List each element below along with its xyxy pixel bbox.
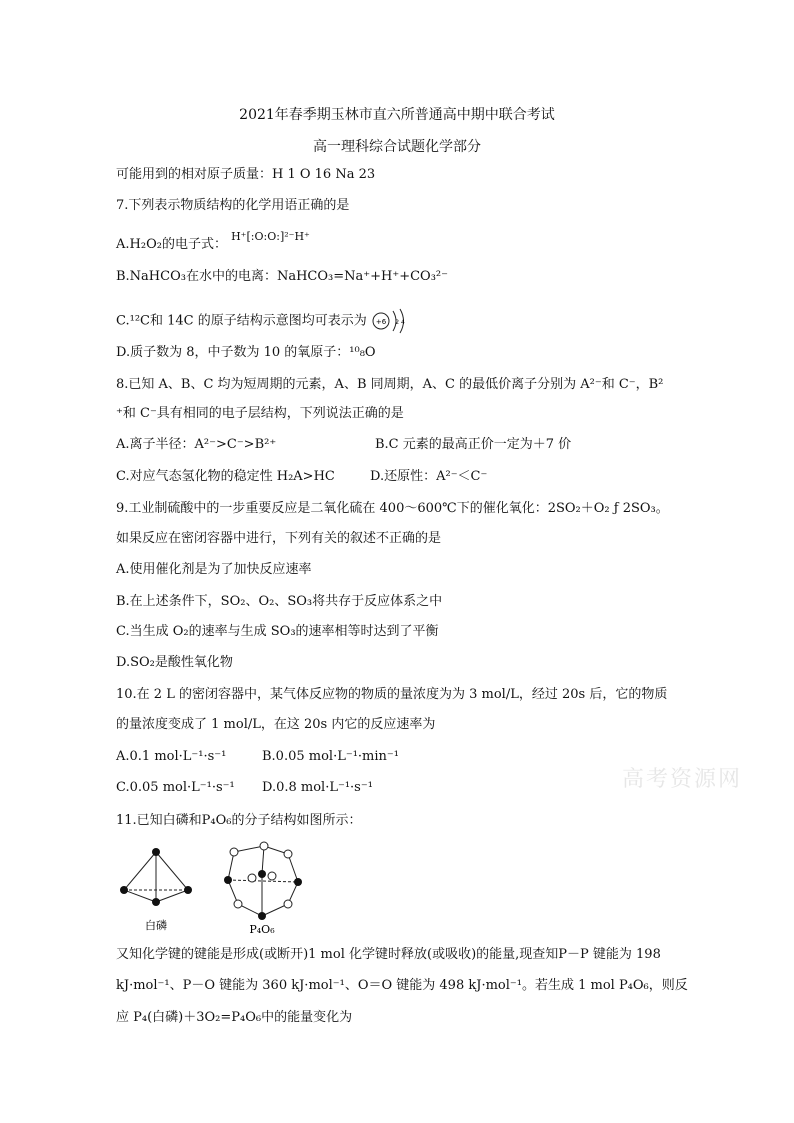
watermark: 高考资源网: [622, 767, 743, 792]
q8-option-c: C.对应气态氢化物的稳定性 H₂A>HC: [116, 469, 335, 484]
molecule-figure: [112, 836, 322, 936]
q8-stem-line2: ⁺和 C⁻具有相同的电子层结构，下列说法正确的是: [116, 406, 404, 421]
exam-subtitle: 高一理科综合试题化学部分: [313, 139, 481, 155]
q11-para-line1: 又知化学键的键能是形成(或断开)1 mol 化学键时释放(或吸收)的能量,现查知P－P 键能为 198: [116, 947, 661, 962]
p4o6-label: P₄O₆: [249, 923, 275, 936]
q9-option-d: D.SO₂是酸性氧化物: [116, 655, 233, 670]
q8-option-d: D.还原性：A²⁻＜C⁻: [370, 469, 488, 484]
q8-stem-line1: 8.已知 A、B、C 均为短周期的元素，A、B 同周期，A、C 的最低价离子分别为 A²⁻和 C⁻，B²: [116, 377, 664, 392]
q7-option-a: [116, 230, 310, 254]
q11-stem: 11.已知白磷和P₄O₆的分子结构如图所示：: [116, 813, 362, 828]
white-phosphorus-label: 白磷: [145, 919, 167, 932]
q10-option-b: B.0.05 mol·L⁻¹·min⁻¹: [262, 749, 399, 764]
q10-stem-line1: 10.在 2 L 的密闭容器中，某气体反应物的物质的量浓度为为 3 mol/L，经过 20s 后，它的物质: [116, 687, 668, 702]
q8-option-a: A.离子半径：A²⁻>C⁻>B²⁺: [116, 437, 277, 452]
h2o2-electron-formula: H⁺[:O:O:]²⁻H⁺: [231, 230, 310, 243]
q7-option-b: B.NaHCO₃在水中的电离：NaHCO₃=Na⁺+H⁺+CO₃²⁻: [116, 269, 448, 284]
atomic-mass-line: 可能用到的相对原子质量：H 1 O 16 Na 23: [116, 167, 376, 182]
white-phosphorus-structure: [120, 848, 192, 906]
carbon-shell-label: 2 4: [395, 319, 405, 326]
q10-option-a: A.0.1 mol·L⁻¹·s⁻¹: [116, 749, 227, 764]
q10-option-c: C.0.05 mol·L⁻¹·s⁻¹: [116, 780, 235, 795]
q7-option-c-text: C.¹²C和 14C 的原子结构示意图均可表示为: [116, 313, 367, 329]
q7-option-c: [116, 306, 411, 336]
q9-stem-line1: 9.工业制硫酸中的一步重要反应是二氧化硫在 400～600℃下的催化氧化：2SO₂＋O₂ ƒ 2SO₃。: [116, 501, 669, 516]
q8-option-b: B.C 元素的最高正价一定为＋7 价: [375, 437, 572, 452]
q11-para-line2: kJ·mol⁻¹、P－O 键能为 360 kJ·mol⁻¹、O＝O 键能为 498 kJ·mol⁻¹。若生成 1 mol P₄O₆，则反: [116, 978, 688, 993]
q7-option-d: D.质子数为 8，中子数为 10 的氧原子：¹⁰₈O: [116, 345, 376, 360]
carbon-atom-diagram: [371, 306, 411, 336]
carbon-nucleus-label: +6: [375, 318, 387, 326]
exam-title: 2021年春季期玉林市直六所普通高中期中联合考试: [239, 107, 555, 123]
p4o6-structure: [224, 842, 302, 920]
q9-option-b: B.在上述条件下，SO₂、O₂、SO₃将共存于反应体系之中: [116, 594, 443, 609]
q7-stem: 7.下列表示物质结构的化学用语正确的是: [116, 198, 350, 213]
q7-option-a-text: A.H₂O₂的电子式：: [116, 237, 227, 252]
q9-stem-line2: 如果反应在密闭容器中进行，下列有关的叙述不正确的是: [116, 531, 442, 546]
q10-stem-line2: 的量浓度变成了 1 mol/L，在这 20s 内它的反应速率为: [116, 717, 436, 732]
q9-option-a: A.使用催化剂是为了加快反应速率: [116, 562, 312, 577]
q9-option-c: C.当生成 O₂的速率与生成 SO₃的速率相等时达到了平衡: [116, 624, 439, 639]
q11-para-line3: 应 P₄(白磷)＋3O₂=P₄O₆中的能量变化为: [116, 1010, 353, 1025]
q10-option-d: D.0.8 mol·L⁻¹·s⁻¹: [262, 780, 373, 795]
